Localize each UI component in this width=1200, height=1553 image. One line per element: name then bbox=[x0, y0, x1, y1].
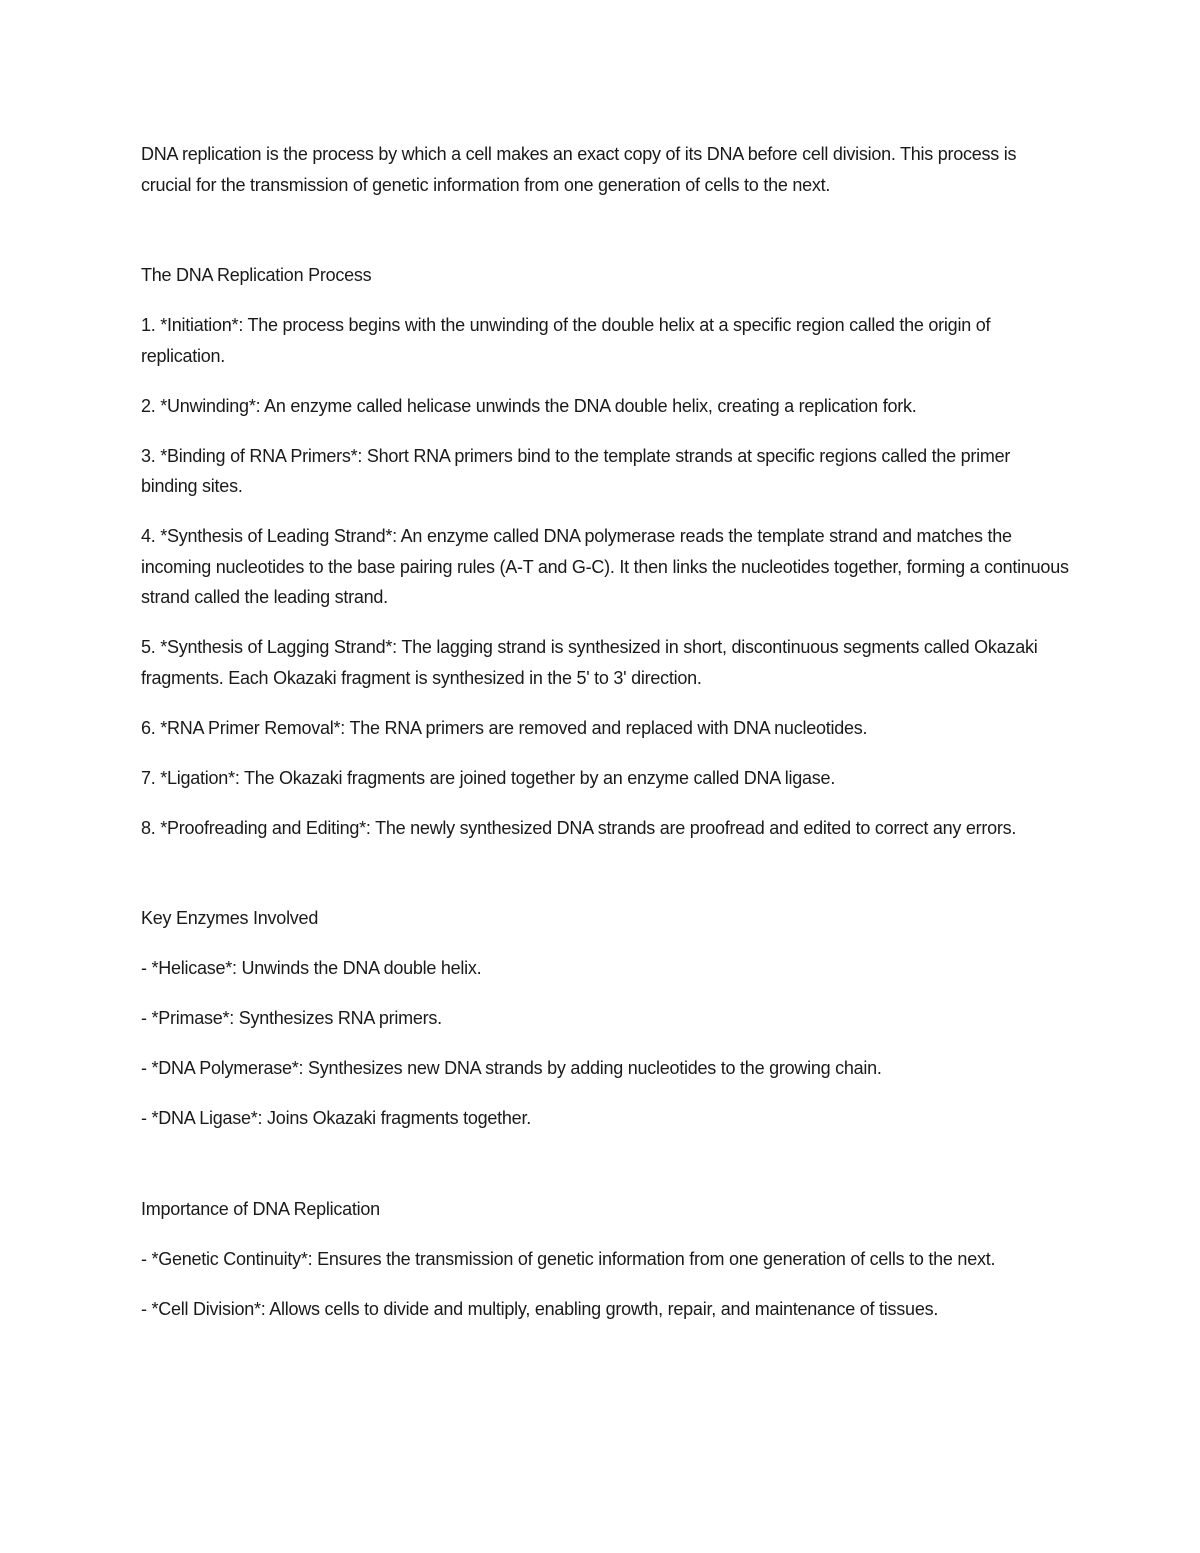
enzyme-item: - *Primase*: Synthesizes RNA primers. bbox=[141, 1008, 442, 1028]
enzymes-heading: Key Enzymes Involved bbox=[141, 908, 319, 928]
process-heading: The DNA Replication Process bbox=[141, 265, 372, 285]
enzyme-item: - *DNA Polymerase*: Synthesizes new DNA strands by adding nucleotides to the growing chain. bbox=[141, 1058, 882, 1078]
process-step: 3. *Binding of RNA Primers*: Short RNA primers bind to the template strands at specific regions called the primer binding sites. bbox=[141, 445, 1011, 496]
importance-item: - *Cell Division*: Allows cells to divide and multiply, enabling growth, repair, and maintenance of tissues. bbox=[141, 1298, 939, 1319]
importance-heading: Importance of DNA Replication bbox=[141, 1198, 380, 1219]
enzyme-item: - *Helicase*: Unwinds the DNA double helix. bbox=[141, 958, 482, 978]
process-step: 1. *Initiation*: The process begins with the unwinding of the double helix at a specific region called the origin of replication. bbox=[141, 315, 991, 366]
process-step: 5. *Synthesis of Lagging Strand*: The lagging strand is synthesized in short, discontinuous segments called Okazaki fragments. Each Okazaki fragment is synthesized in the 5' to 3' direction. bbox=[141, 637, 1038, 688]
process-step: 2. *Unwinding*: An enzyme called helicase unwinds the DNA double helix, creating a replication fork. bbox=[141, 395, 917, 416]
process-step: 8. *Proofreading and Editing*: The newly synthesized DNA strands are proofread and edited to correct any errors. bbox=[141, 817, 1017, 838]
process-step: 4. *Synthesis of Leading Strand*: An enzyme called DNA polymerase reads the template strand and matches the incoming nucleotides to the base pairing rules (A-T and G-C). It then links the nucleotides together, forming a continuous strand called the leading strand. bbox=[141, 526, 1069, 607]
process-step: 7. *Ligation*: The Okazaki fragments are joined together by an enzyme called DNA ligase. bbox=[141, 767, 836, 788]
document-body bbox=[141, 139, 1071, 1344]
enzyme-item: - *DNA Ligase*: Joins Okazaki fragments together. bbox=[141, 1108, 531, 1128]
importance-item: - *Genetic Continuity*: Ensures the transmission of genetic information from one generation of cells to the next. bbox=[141, 1248, 996, 1269]
intro-paragraph: DNA replication is the process by which a cell makes an exact copy of its DNA before cell division. This process is crucial for the transmission of genetic information from one generation of cells to the next. bbox=[141, 144, 1017, 195]
process-step: 6. *RNA Primer Removal*: The RNA primers are removed and replaced with DNA nucleotides. bbox=[141, 717, 868, 738]
